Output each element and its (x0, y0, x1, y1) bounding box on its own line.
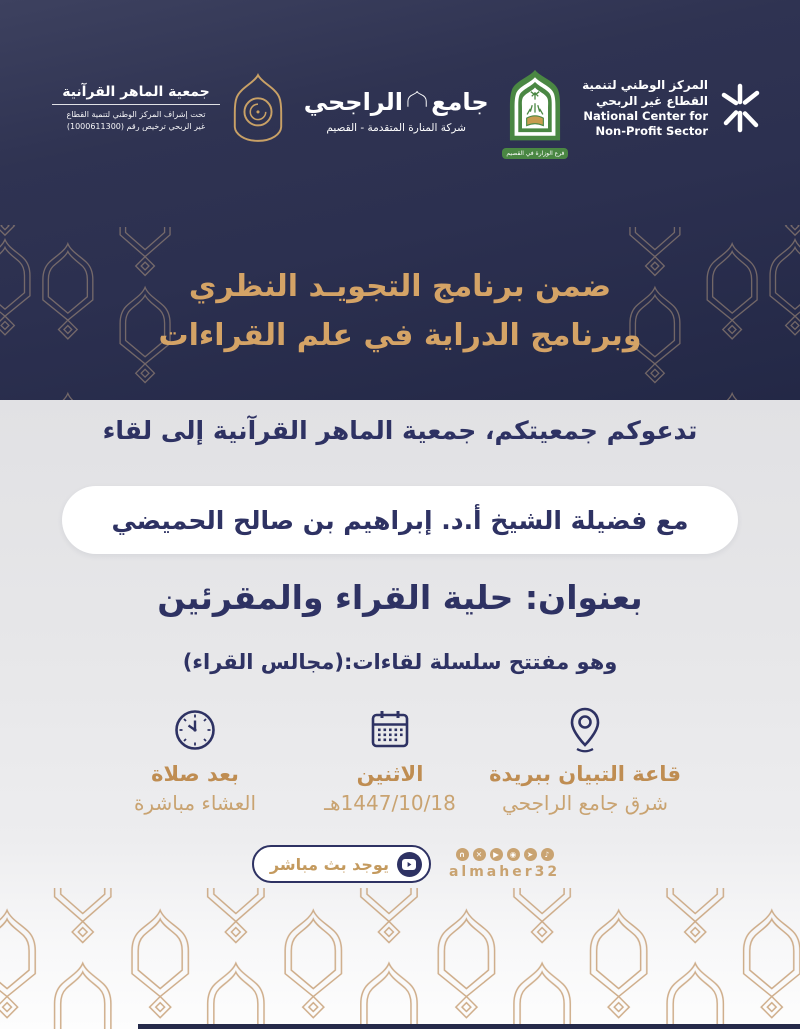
rajhi-logo-subtitle: شركة المنارة المتقدمة - القصيم (326, 121, 466, 134)
location-pin-icon (565, 706, 605, 754)
maher-logo-subtitle-1: تحت إشراف المركز الوطني لتنمية القطاع (66, 109, 206, 119)
maher-logo-title: جمعية الماهر القرآنية (52, 84, 220, 105)
social-media-block (449, 848, 560, 880)
live-stream-badge[interactable] (252, 845, 431, 883)
ncnp-en-line2: Non-Profit Sector (595, 124, 708, 138)
ministry-mihrab-icon (505, 68, 565, 146)
ministry-branch-band: فرع الوزارة في القصيم (502, 148, 568, 159)
ministry-islamic-affairs-logo (502, 68, 568, 159)
maher-logo-subtitle-2: غير الربحي ترخيص رقم (1000611300) (66, 121, 206, 131)
bottom-arabesque-band (0, 888, 800, 1029)
ncnp-logo (582, 77, 760, 139)
event-subtitle: وهو مفتتح سلسلة لقاءات:(مجالس القراء) (182, 650, 618, 674)
snapchat-icon[interactable]: ∩ (456, 848, 469, 861)
mosque-dome-icon (406, 83, 428, 115)
location-line2: شرق جامع الراجحي (501, 791, 669, 815)
ncnp-ar-line1: المركز الوطني لتنمية (582, 78, 708, 92)
rajhi-logo-wordmark (304, 83, 489, 115)
ncnp-ar-line2: القطاع غير الربحي (596, 94, 708, 108)
social-handle[interactable]: almaher32 (448, 864, 561, 880)
program-title-line1: ضمن برنامج التجويـد النظري (188, 269, 612, 304)
invitation-line: تدعوكم جمعيتكم، جمعية الماهر القرآنية إلى لقاء (102, 416, 698, 445)
clock-icon (173, 706, 217, 754)
bottom-navy-bar (138, 1024, 800, 1029)
hero-banner (0, 0, 800, 400)
rajhi-mosque-logo (304, 83, 489, 134)
time-line1: بعد صلاة (151, 762, 239, 786)
telegram-icon[interactable]: ➤ (524, 848, 537, 861)
footer-badges-row (6, 845, 800, 883)
partner-logos-row (0, 58, 800, 158)
ncnp-logo-text (582, 77, 708, 139)
location-detail (480, 706, 690, 816)
instagram-icon[interactable]: ◉ (507, 848, 520, 861)
maher-logo-text (52, 84, 220, 133)
event-title: بعنوان: حلية القراء والمقرئين (157, 578, 643, 617)
youtube-icon[interactable]: ▶ (490, 848, 503, 861)
speaker-name: مع فضيلة الشيخ أ.د. إبراهيم بن صالح الحميضي (111, 505, 689, 535)
event-details-row (90, 706, 690, 816)
time-detail (90, 706, 300, 816)
date-line1: الاثنين (356, 762, 424, 786)
program-title (0, 262, 800, 360)
time-line2: العشاء مباشرة (133, 791, 257, 815)
maher-association-logo (52, 72, 290, 144)
calendar-icon (368, 706, 412, 754)
speaker-name-pill (62, 486, 738, 554)
video-play-icon (397, 852, 422, 877)
program-title-line2: وبرنامج الدراية في علم القراءات (158, 318, 642, 353)
rajhi-word-left: الراجحي (303, 87, 403, 116)
ncnp-star-icon (720, 83, 760, 133)
live-stream-label: يوجد بث مباشر (269, 854, 389, 874)
rajhi-word-right: جامع (431, 87, 489, 116)
date-detail (300, 706, 480, 816)
ncnp-en-line1: National Center for (583, 109, 708, 123)
tiktok-icon[interactable]: ♪ (541, 848, 554, 861)
maher-lantern-emblem-icon (229, 72, 287, 144)
x-twitter-icon[interactable]: ✕ (473, 848, 486, 861)
date-line2: 1447/10/18هـ (324, 791, 456, 815)
social-icons-row (456, 848, 554, 861)
location-line1: قاعة التبيان ببريدة (489, 762, 681, 786)
